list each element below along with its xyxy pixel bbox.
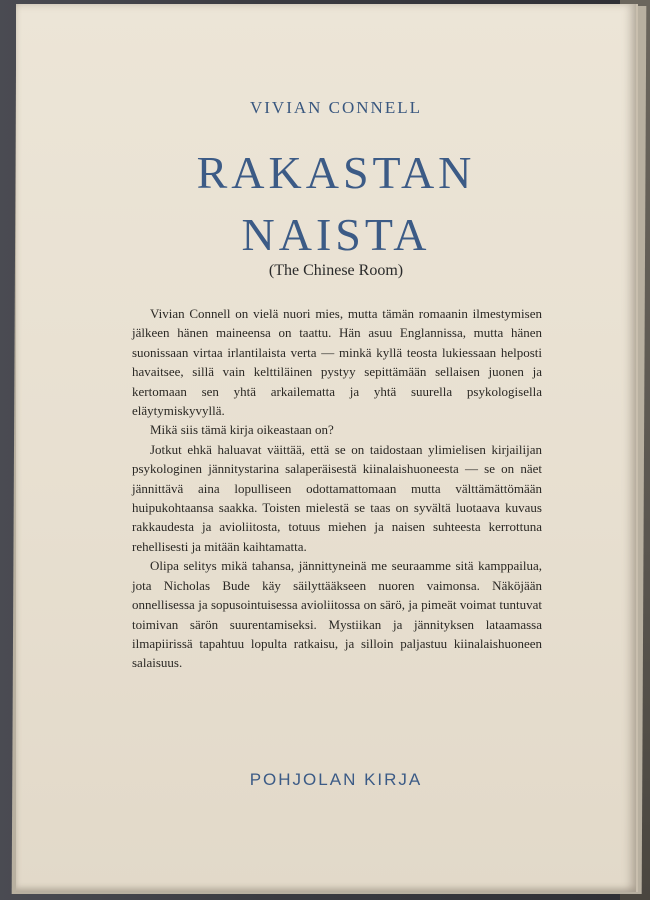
original-title: (The Chinese Room) [268, 262, 404, 279]
book-back-cover [16, 4, 638, 892]
blurb-paragraph-3: Jotkut ehkä haluavat väittää, että se on taidostaan ylimielisen kirjailijan psykologinen jännitystarina salaperäisestä kiinalaishuoneesta — se on näet jännittävä aina lopulliseen odottamattomaan mutta välttämättömään huipukohtaansa saakka. Toisten mielestä se taas on syvältä luotaava kuvaus rakkaudesta ja avioliitosta, totuus miehen ja naisen suhteesta kerrottuna rehellisesti ja mitään kaihtamatta. [132, 441, 542, 554]
blurb-paragraph-2: Mikä siis tämä kirja oikeastaan on? [150, 422, 334, 438]
title-line-2: NAISTA [241, 209, 431, 260]
blurb-paragraph-1: Vivian Connell on vielä nuori mies, mutta tämän romaanin ilmestymisen jälkeen hänen maineensa on taattu. Hän asuu Englannissa, mutta hänen suonissaan virtaa irlantilaista verta — minkä kyllä teosta lukiessaan helposti havaitsee, sillä vain kelttiläinen pystyy sepittämään sellaisen juonen ja kertomaan sen yhtä arkailematta ja yhtä suurella psykologisella eläytymiskyvyllä. [132, 306, 542, 419]
blurb-paragraph-4: Olipa selitys mikä tahansa, jännittyneinä me seuraamme sitä kamppailua, jota Nicholas Bude käy säilyttääkseen nuoren vaimonsa. Näköjään onnellisessa ja sopusointuisessa avioliitossa on särö, ja pimeät voimat tuntuvat toimivan särön suurentamiseksi. Mystiikan ja jännityksen lataamassa ilmapiirissä tapahtuu lopulta ratkaisu, ja silloin paljastuu kiinalaishuoneen salaisuus. [132, 558, 542, 671]
blurb-text [132, 304, 542, 673]
author-name: VIVIAN CONNELL [249, 98, 422, 117]
title-line-1: RAKASTAN [196, 147, 476, 198]
publisher-name: POHJOLAN KIRJA [249, 770, 423, 789]
